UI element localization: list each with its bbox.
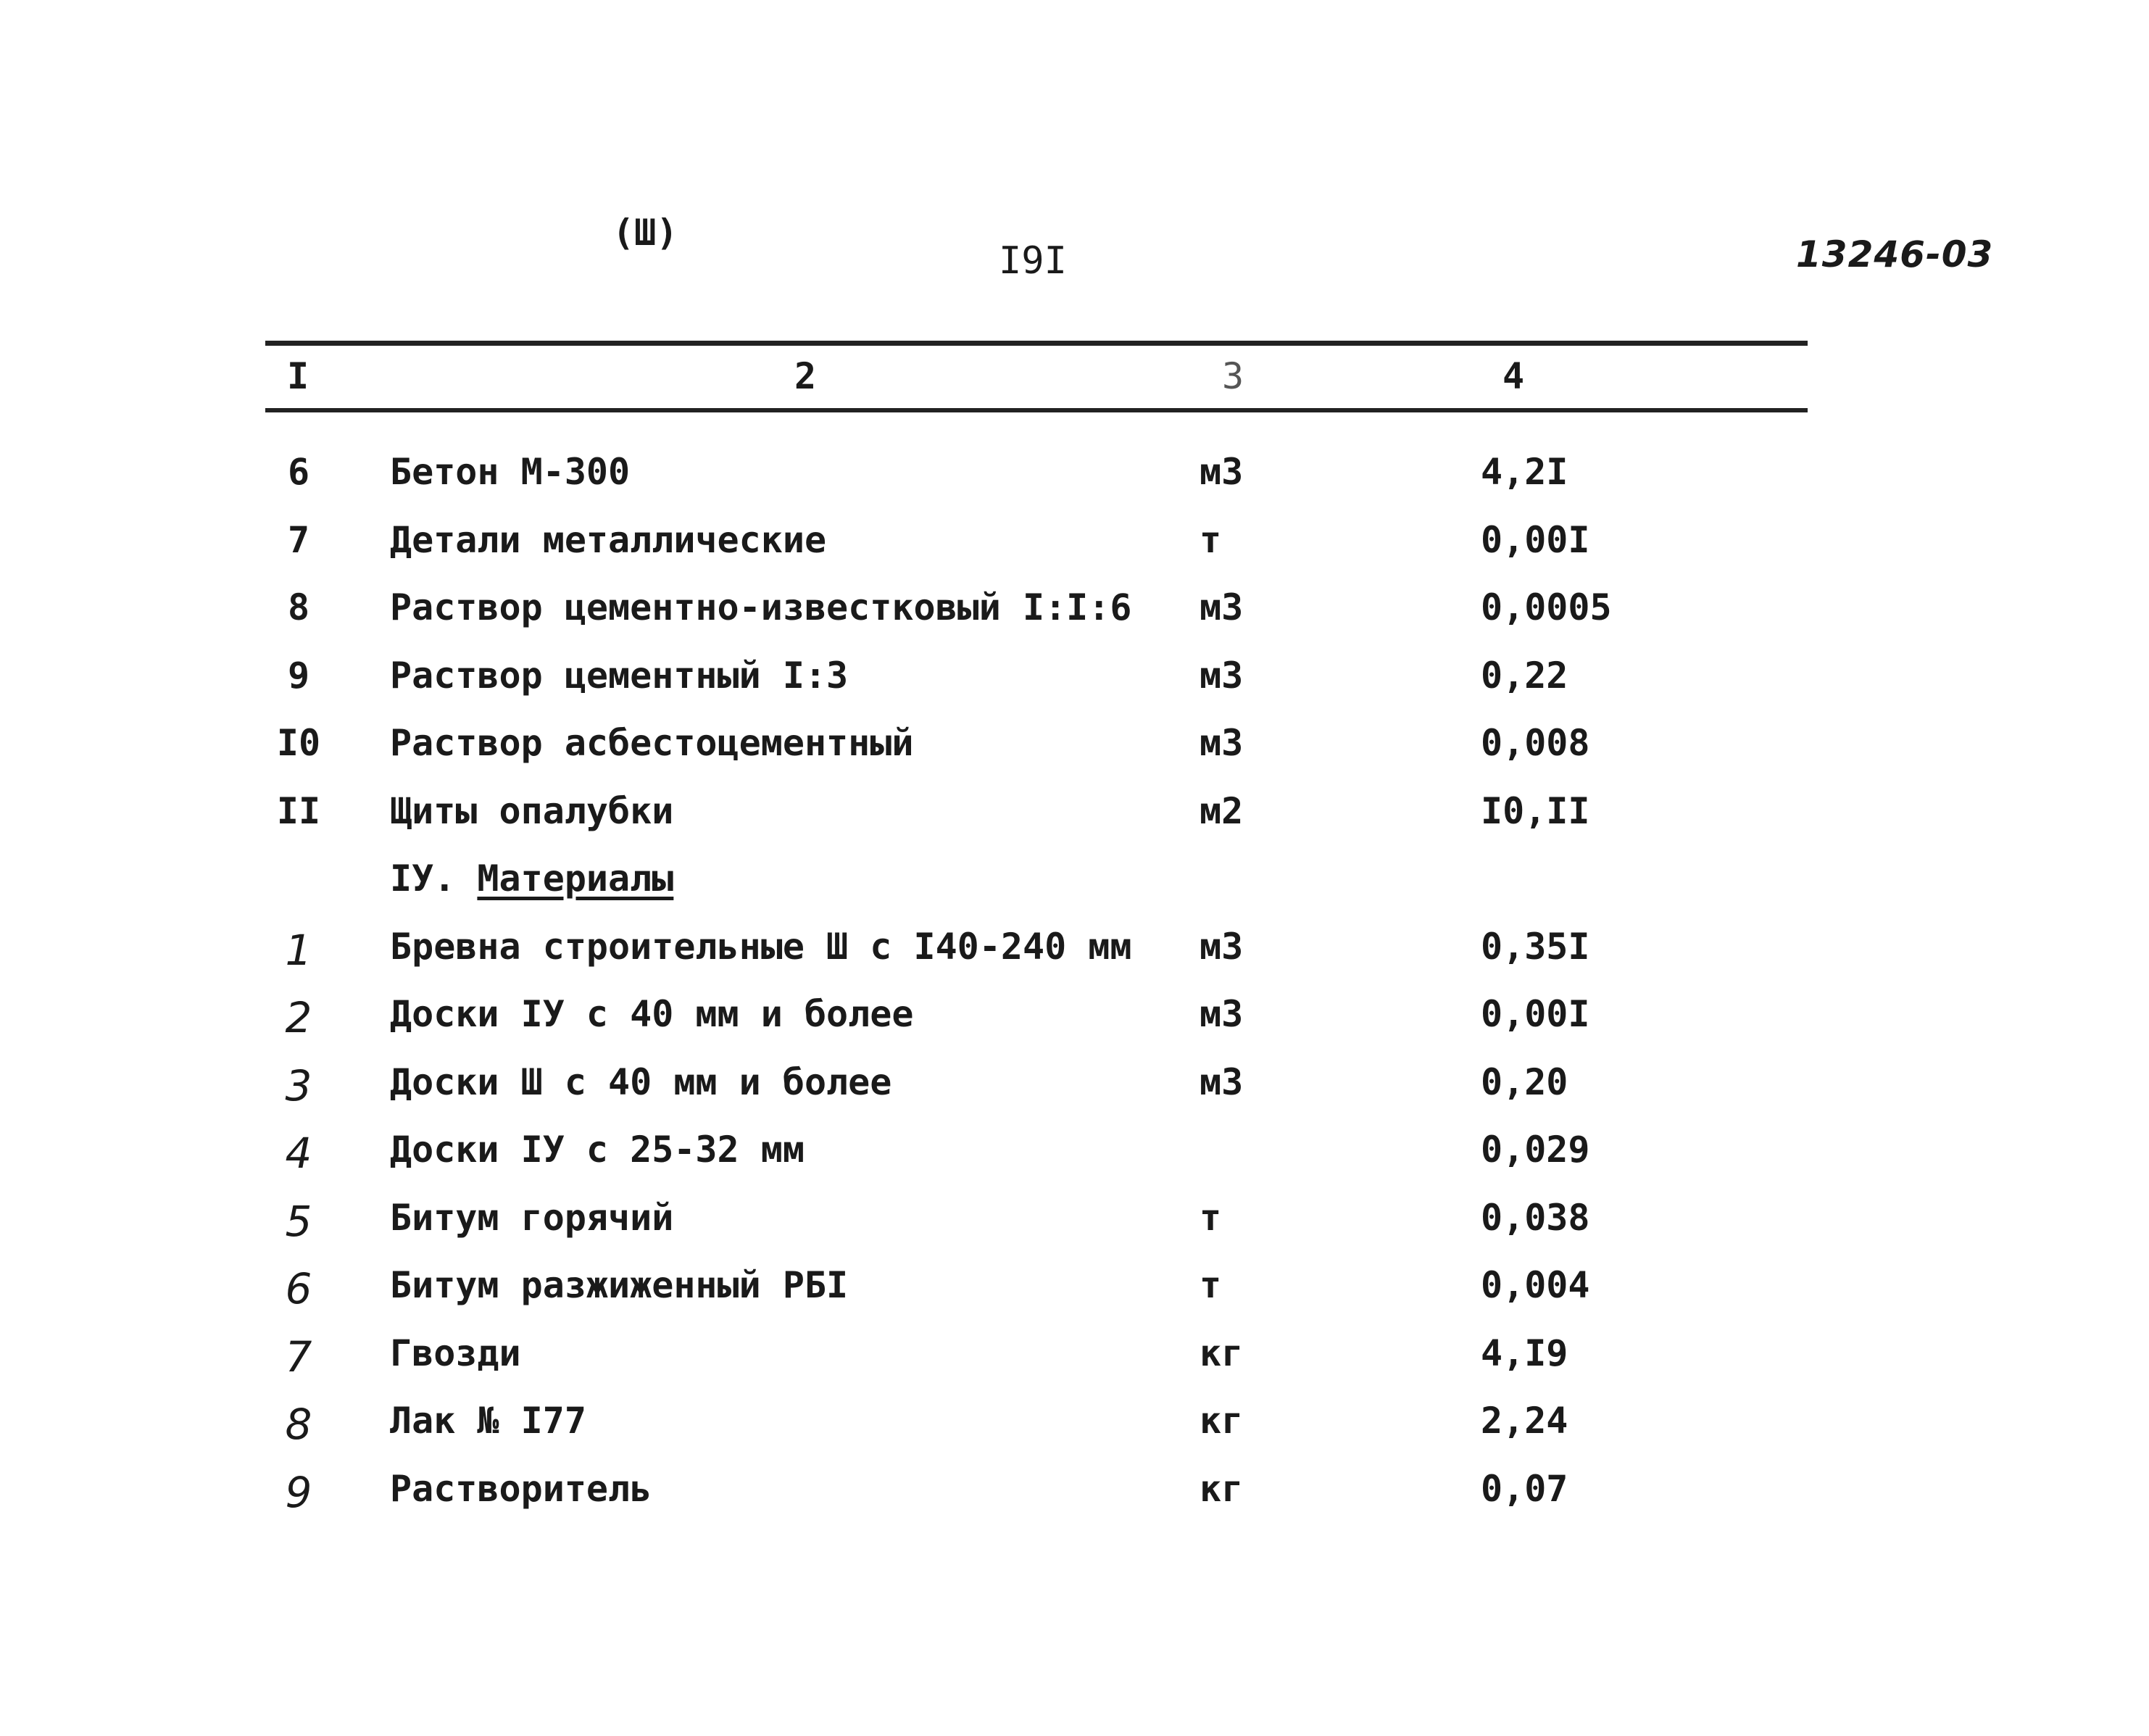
section-title: Материалы xyxy=(477,857,674,900)
table-row xyxy=(0,1468,2149,1536)
row-quantity: 0,038 xyxy=(1481,1196,1590,1239)
row-unit: м3 xyxy=(1200,722,1244,764)
row-quantity: 0,008 xyxy=(1481,722,1590,764)
row-unit: м3 xyxy=(1200,654,1244,697)
row-number: 3 xyxy=(285,1060,312,1110)
row-quantity: 0,00I xyxy=(1481,518,1590,561)
row-quantity: 0,029 xyxy=(1481,1129,1590,1171)
row-unit: кг xyxy=(1200,1467,1244,1510)
table-header-rule xyxy=(265,408,1808,412)
table-row xyxy=(0,451,2149,519)
row-name: Гвозди xyxy=(390,1332,521,1374)
table-row xyxy=(0,790,2149,858)
page-number: I9I xyxy=(999,239,1067,283)
row-number: 5 xyxy=(285,1196,312,1246)
row-name: Щиты опалубки xyxy=(390,789,674,832)
row-number: 9 xyxy=(285,1467,312,1517)
row-name: Раствор цементный I:3 xyxy=(390,654,849,697)
row-unit: т xyxy=(1200,518,1222,561)
row-unit: м2 xyxy=(1200,789,1244,832)
table-body xyxy=(0,451,2149,1535)
column-number-2: 2 xyxy=(794,355,817,397)
row-quantity: 0,20 xyxy=(1481,1060,1568,1103)
row-quantity: 0,0005 xyxy=(1481,586,1612,628)
row-name: Доски IУ с 25-32 мм xyxy=(390,1129,805,1171)
row-quantity: 0,07 xyxy=(1481,1467,1568,1510)
row-number: 7 xyxy=(285,1332,312,1382)
table-row xyxy=(0,1129,2149,1197)
row-number: 8 xyxy=(287,586,310,628)
row-number: I0 xyxy=(276,722,321,764)
document-code: 13246-03 xyxy=(1796,233,1994,275)
row-name: Доски IУ с 40 мм и более xyxy=(390,993,914,1035)
row-number: 2 xyxy=(285,993,312,1042)
row-quantity: 0,22 xyxy=(1481,654,1568,697)
row-quantity: 4,2I xyxy=(1481,451,1568,493)
row-unit: т xyxy=(1200,1196,1222,1239)
table-row xyxy=(0,1264,2149,1332)
row-number: 4 xyxy=(285,1129,312,1178)
row-number: 7 xyxy=(287,518,310,561)
section-prefix: IУ. xyxy=(390,857,456,900)
table-row xyxy=(0,519,2149,587)
column-number-1: I xyxy=(287,355,309,397)
row-unit: м3 xyxy=(1200,451,1244,493)
row-unit: кг xyxy=(1200,1332,1244,1374)
row-quantity: 2,24 xyxy=(1481,1400,1568,1442)
row-name: Бревна строительные Ш с I40-240 мм xyxy=(390,925,1132,968)
table-row xyxy=(0,722,2149,790)
row-quantity: I0,II xyxy=(1481,789,1590,832)
row-name: Детали металлические xyxy=(390,518,827,561)
table-row xyxy=(0,1400,2149,1468)
column-number-3: 3 xyxy=(1222,355,1244,397)
row-name: Битум горячий xyxy=(390,1196,674,1239)
row-unit: кг xyxy=(1200,1400,1244,1442)
row-name: Битум разжиженный РБI xyxy=(390,1264,849,1306)
row-name: Доски Ш с 40 мм и более xyxy=(390,1060,892,1103)
row-unit: м3 xyxy=(1200,586,1244,628)
row-number: 1 xyxy=(285,925,312,975)
table-top-rule xyxy=(265,341,1808,346)
row-name: Раствор цементно-известковый I:I:6 xyxy=(390,586,1132,628)
table-row xyxy=(0,1061,2149,1129)
row-quantity: 0,00I xyxy=(1481,993,1590,1035)
section-heading-row xyxy=(0,857,2149,926)
row-number: II xyxy=(276,789,321,832)
table-row xyxy=(0,993,2149,1061)
roman-numeral-mark: (Ш) xyxy=(612,212,678,254)
row-name: Раствор асбестоцементный xyxy=(390,722,914,764)
row-quantity: 4,I9 xyxy=(1481,1332,1568,1374)
row-unit: м3 xyxy=(1200,1060,1244,1103)
table-row xyxy=(0,926,2149,994)
row-name: Бетон М-300 xyxy=(390,451,631,493)
table-row xyxy=(0,655,2149,723)
row-unit: м3 xyxy=(1200,993,1244,1035)
row-number: 9 xyxy=(287,654,310,697)
table-row xyxy=(0,586,2149,655)
row-quantity: 0,004 xyxy=(1481,1264,1590,1306)
column-number-4: 4 xyxy=(1502,355,1525,397)
row-unit: м3 xyxy=(1200,925,1244,968)
row-number: 6 xyxy=(287,451,310,493)
row-name: Растворитель xyxy=(390,1467,652,1510)
table-row xyxy=(0,1197,2149,1265)
row-name: Лак № I77 xyxy=(390,1400,586,1442)
row-unit: т xyxy=(1200,1264,1222,1306)
row-quantity: 0,35I xyxy=(1481,925,1590,968)
row-number: 6 xyxy=(285,1264,312,1313)
section-heading xyxy=(390,857,673,900)
table-row xyxy=(0,1332,2149,1400)
row-number: 8 xyxy=(285,1400,312,1449)
